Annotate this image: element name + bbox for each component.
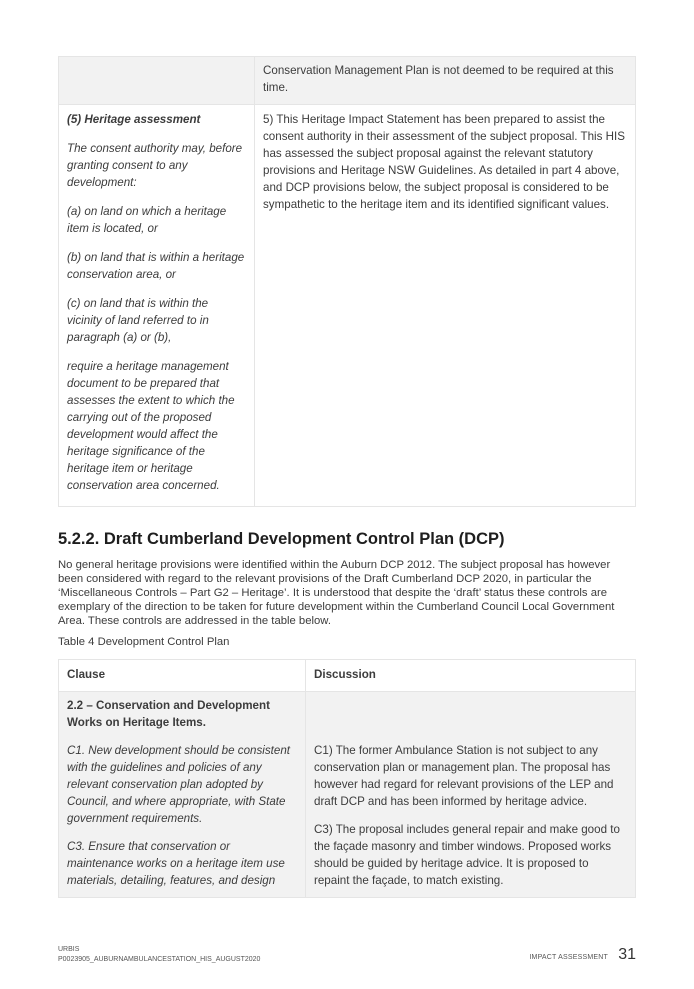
clause-para: (c) on land that is within the vicinity of land referred to in paragraph (a) or (b),	[67, 297, 209, 344]
dcp-table	[58, 659, 636, 898]
table-row	[59, 57, 636, 105]
cmp-note: Conservation Management Plan is not deemed to be required at this time.	[263, 64, 614, 94]
table-cell-empty	[59, 57, 255, 105]
table-caption: Table 4 Development Control Plan	[58, 636, 230, 648]
table-cell-discussion	[255, 105, 636, 507]
clause-para: (b) on land that is within a heritage conservation area, or	[67, 251, 245, 281]
table-cell-clause	[59, 105, 255, 507]
clause-para: C1. New development should be consistent with the guidelines and policies of any relevant conservation plan adopted by Council, and where appropriate, with State government requirements.	[67, 744, 290, 825]
table-header-row	[59, 660, 636, 692]
clause-title: (5) Heritage assessment	[67, 113, 201, 126]
discussion-para: C1) The former Ambulance Station is not subject to any conservation plan or management plan. The proposal has however had regard for relevant provisions of the LEP and draft DCP and has been informed by heritage advice.	[314, 744, 614, 808]
clause-title: 2.2 – Conservation and Development Works on Heritage Items.	[67, 699, 270, 729]
page-number: 31	[618, 946, 636, 963]
footer-brand: URBIS	[58, 946, 80, 953]
table-row	[59, 692, 636, 898]
header-clause: Clause	[59, 660, 306, 692]
clause-para: require a heritage management document to be prepared that assesses the extent to which the carrying out of the proposed development would affect the heritage significance of the heritage item or heritage conservation area concerned.	[67, 360, 235, 492]
table-row	[59, 105, 636, 507]
discussion-para: C3) The proposal includes general repair and make good to the façade masonry and timber windows. Proposed works should be guided by heritage advice. It is proposed to repaint the façade, to match existing.	[314, 823, 620, 887]
footer-section-label: IMPACT ASSESSMENT	[529, 954, 608, 961]
clause-para: C3. Ensure that conservation or maintenance works on a heritage item use materials, detailing, features, and design	[67, 840, 285, 887]
discussion-text: 5) This Heritage Impact Statement has been prepared to assist the consent authority in their assessment of the subject proposal. This HIS has assessed the subject proposal against the relevant statutory provisions and Heritage NSW Guidelines. As detailed in part 4 above, and DCP provisions below, the subject proposal is considered to be sympathetic to the heritage item and its identified significant values.	[263, 113, 625, 211]
table-cell-clause	[59, 692, 306, 898]
header-discussion: Discussion	[306, 660, 636, 692]
heritage-table	[58, 56, 636, 507]
table-cell-discussion	[306, 692, 636, 898]
clause-para: The consent authority may, before granting consent to any development:	[67, 142, 243, 189]
table-cell-discussion	[255, 57, 636, 105]
footer-doc-ref: P0023905_AUBURNAMBULANCESTATION_HIS_AUGUST2020	[58, 956, 261, 963]
section-intro: No general heritage provisions were identified within the Auburn DCP 2012. The subject proposal has however been considered with regard to the relevant provisions of the Draft Cumberland DCP 2020, in particular the ‘Miscellaneous Controls – Part G2 – Heritage’. It is understood that despite the ‘draft’ status these controls are exemplary of the direction to be taken for future development within the Cumberland Council Local Government Area. These controls are addressed in the table below.	[58, 559, 615, 627]
clause-para: (a) on land on which a heritage item is located, or	[67, 205, 227, 235]
section-heading: 5.2.2. Draft Cumberland Development Control Plan (DCP)	[58, 530, 505, 548]
